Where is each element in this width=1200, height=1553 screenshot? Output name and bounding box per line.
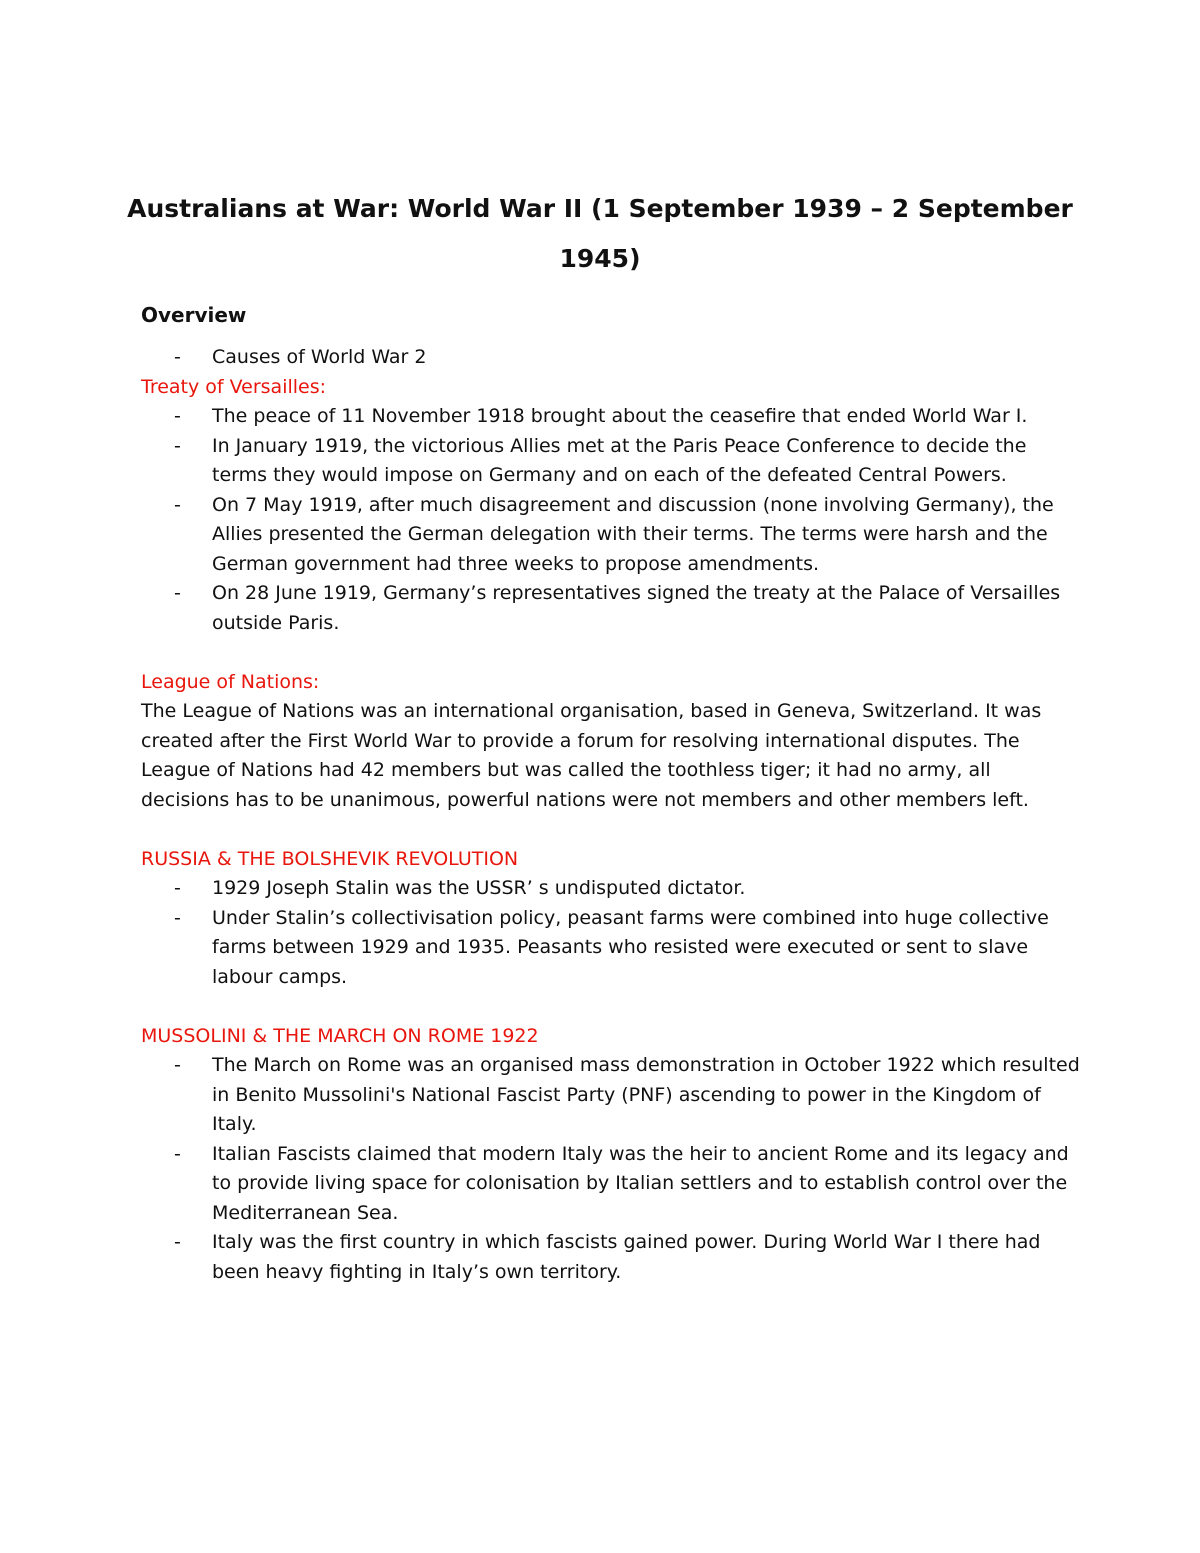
list-item: - 1929 Joseph Stalin was the USSR’ s undisputed dictator. [141,874,1081,904]
treaty-heading: Treaty of Versailles: [141,375,327,398]
mussolini-heading: MUSSOLINI & THE MARCH ON ROME 1922 [141,1024,539,1047]
overview-heading: Overview [141,303,247,327]
league-heading: League of Nations: [141,670,320,693]
document-title: Australians at War: World War II (1 September 1939 – 2 September 1945) [127,194,1073,273]
list-item: - The March on Rome was an organised mass demonstration in October 1922 which resulted in Benito Mussolini's National Fascist Party (PNF) ascending to power in the Kingdom of Italy. [141,1051,1081,1140]
list-item: - In January 1919, the victorious Allies met at the Paris Peace Conference to decide the terms they would impose on Germany and on each of the defeated Central Powers. [141,432,1081,491]
spacer [141,638,1081,668]
overview-list [141,343,1081,373]
russia-list [141,874,1081,992]
russia-heading: RUSSIA & THE BOLSHEVIK REVOLUTION [141,847,519,870]
document-body [141,300,1081,1287]
list-item: - The peace of 11 November 1918 brought about the ceasefire that ended World War I. [141,402,1081,432]
list-item: - Italian Fascists claimed that modern Italy was the heir to ancient Rome and its legacy and to provide living space for colonisation by Italian settlers and to establish control over the Mediterranean Sea. [141,1140,1081,1229]
treaty-list [141,402,1081,638]
list-item: - On 7 May 1919, after much disagreement and discussion (none involving Germany), the Allies presented the German delegation with their terms. The terms were harsh and the German government had three weeks to propose amendments. [141,491,1081,580]
league-paragraph: The League of Nations was an international organisation, based in Geneva, Switzerland. It was created after the First World War to provide a forum for resolving international disputes. The League of Nations had 42 members but was called the toothless tiger; it had no army, all decisions has to be unanimous, powerful nations were not members and other members left. [141,700,1042,811]
spacer [141,815,1081,845]
list-item: - On 28 June 1919, Germany’s representatives signed the treaty at the Palace of Versailles outside Paris. [141,579,1081,638]
list-item: - Italy was the first country in which fascists gained power. During World War I there had been heavy fighting in Italy’s own territory. [141,1228,1081,1287]
mussolini-list [141,1051,1081,1287]
list-item: - Causes of World War 2 [141,343,1081,373]
list-item: - Under Stalin’s collectivisation policy, peasant farms were combined into huge collective farms between 1929 and 1935. Peasants who resisted were executed or sent to slave labour camps. [141,904,1081,993]
spacer [141,992,1081,1022]
